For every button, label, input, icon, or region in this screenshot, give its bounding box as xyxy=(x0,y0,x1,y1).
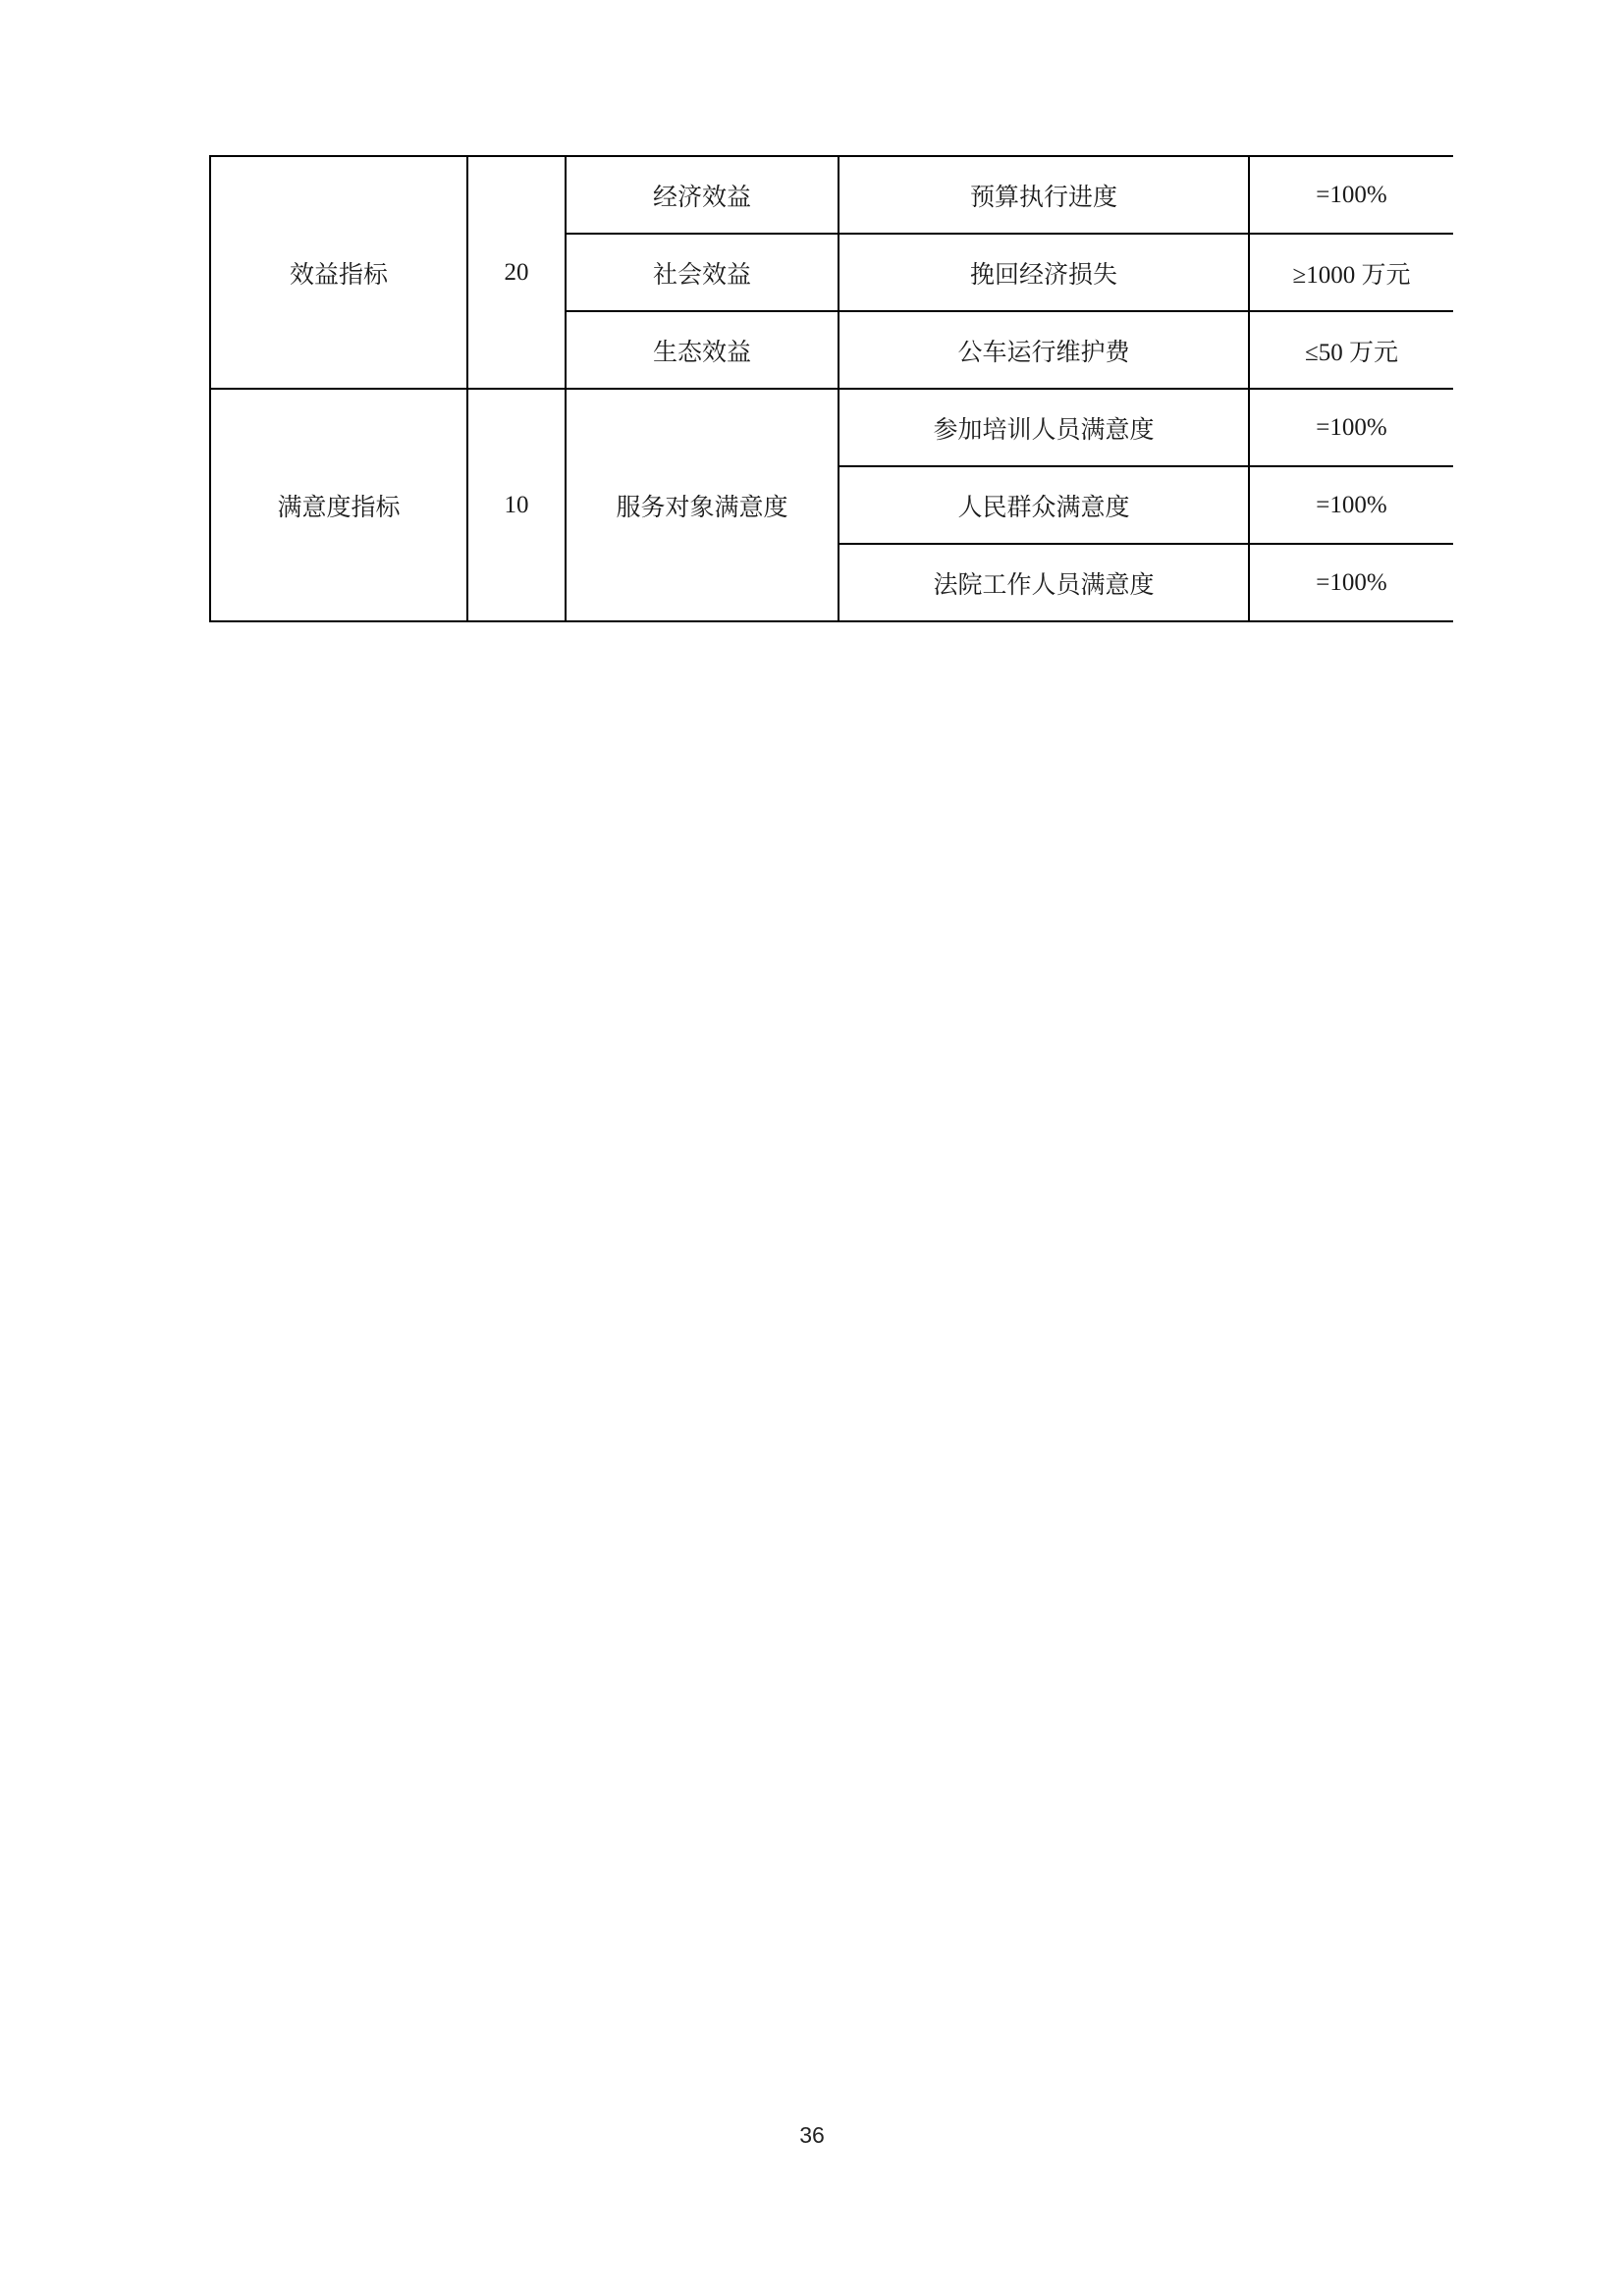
target-value-cell: ≥1000 万元 xyxy=(1249,234,1453,311)
performance-indicator-table xyxy=(140,155,1453,622)
table-row xyxy=(140,156,1453,234)
target-value-cell: ≤50 万元 xyxy=(1249,311,1453,389)
sub-indicator-cell: 服务对象满意度 xyxy=(566,389,839,621)
indicator-cell: 公车运行维护费 xyxy=(839,311,1249,389)
target-value-cell: =100% xyxy=(1249,156,1453,234)
sub-indicator-cell: 经济效益 xyxy=(566,156,839,234)
indicator-cell: 参加培训人员满意度 xyxy=(839,389,1249,466)
category-cell: 满意度指标 xyxy=(210,389,467,621)
indicator-cell: 人民群众满意度 xyxy=(839,466,1249,544)
indicator-cell: 预算执行进度 xyxy=(839,156,1249,234)
target-value-cell: =100% xyxy=(1249,544,1453,621)
weight-cell: 20 xyxy=(467,156,566,389)
target-value-cell: =100% xyxy=(1249,389,1453,466)
table-row xyxy=(140,389,1453,466)
sub-indicator-cell: 社会效益 xyxy=(566,234,839,311)
leading-blank-cell xyxy=(140,156,210,621)
page-number: 36 xyxy=(799,2122,825,2148)
sub-indicator-cell: 生态效益 xyxy=(566,311,839,389)
category-cell: 效益指标 xyxy=(210,156,467,389)
target-value-cell: =100% xyxy=(1249,466,1453,544)
weight-cell: 10 xyxy=(467,389,566,621)
indicator-cell: 法院工作人员满意度 xyxy=(839,544,1249,621)
indicator-cell: 挽回经济损失 xyxy=(839,234,1249,311)
